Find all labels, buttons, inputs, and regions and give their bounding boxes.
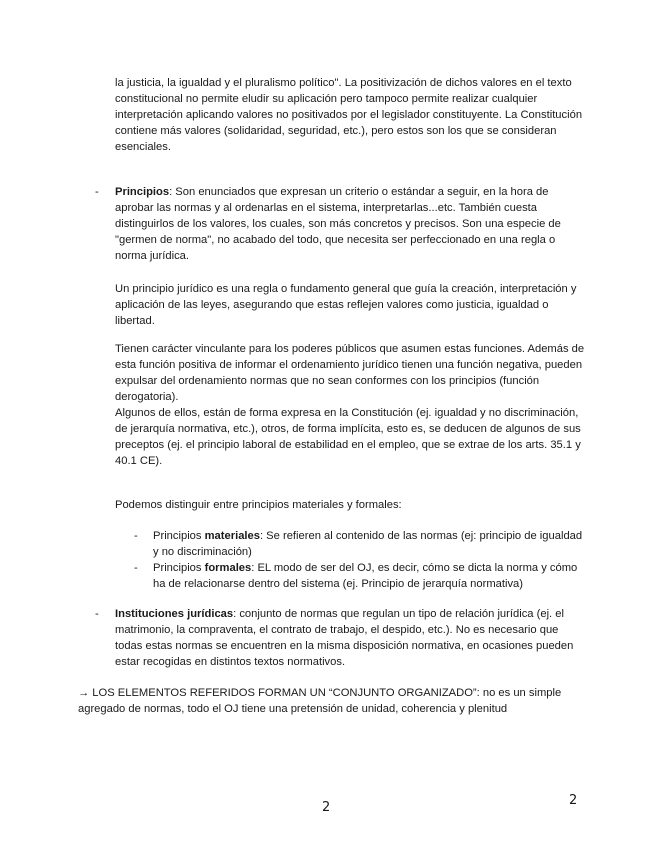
- principios-paragraph-4: Podemos distinguir entre principios materiales y formales:: [115, 499, 402, 511]
- instituciones-definition-text: : conjunto de normas que regulan un tipo de relación jurídica (ej. el matrimonio, la compraventa, el contrato de trabajo, el despido, etc.). No es necesario que todas estas normas se encuentren en la misma disposición normativa, en ocasiones pueden estar recogidas en distintos textos normativos.: [115, 608, 574, 668]
- instituciones-item: [95, 606, 585, 670]
- principios-paragraph-2: Un principio jurídico es una regla o fundamento general que guía la creación, interpretación y aplicación de las leyes, asegurando que estas reflejen valores como justicia, igualdad o libertad.: [115, 283, 577, 327]
- page-number-right: 2: [569, 793, 578, 808]
- sub-term-formales: formales: [204, 562, 252, 574]
- principios-definition: [115, 184, 585, 264]
- principios-term: Principios: [115, 186, 170, 198]
- conclusion-paragraph: → LOS ELEMENTOS REFERIDOS FORMAN UN “CONJUNTO ORGANIZADO”: no es un simple agregado de normas, todo el OJ tiene una pretensión de unidad, coherencia y plenitud: [78, 687, 562, 715]
- sub-text-formales: : EL modo de ser del OJ, es decir, cómo se dicta la norma y cómo ha de relacionarse dentro del sistema (ej. Principio de jerarquía normativa): [153, 562, 578, 590]
- sub-item-materiales: [134, 528, 589, 560]
- instituciones-definition: [115, 606, 585, 670]
- principios-paragraph-3a: Tienen carácter vinculante para los poderes públicos que asumen estas funciones. Además de esta función positiva de informar el ordenamiento jurídico tienen una función negativa, pueden expulsar del ordenamiento normas que no sean conformes con los principios (función derogatoria).: [115, 343, 585, 403]
- sub-item-formales: [134, 560, 589, 592]
- bullet-dash: -: [134, 530, 138, 542]
- sub-prefix: Principios: [153, 530, 205, 542]
- principios-item: [95, 184, 585, 264]
- principios-definition-text: : Son enunciados que expresan un criterio o estándar a seguir, en la hora de aprobar las normas y al ordenarlas en el sistema, interpretarlas...etc. También cuesta distinguirlos de los valores, los cuales, son más concretos y precisos. Son una especie de "germen de norma", no acabado del todo, que necesita ser perfeccionado en una regla o norma jurídica.: [115, 186, 561, 262]
- sub-text-materiales: : Se refieren al contenido de las normas (ej: principio de igualdad y no discriminación): [153, 530, 583, 558]
- instituciones-term: Instituciones jurídicas: [115, 608, 234, 620]
- bullet-dash: -: [95, 186, 99, 198]
- intro-paragraph: la justicia, la igualdad y el pluralismo político". La positivización de dichos valores en el texto constitucional no permite eludir su aplicación pero tampoco permite realizar cualquier interpretación aplicando valores no positivados por el legislador constituyente. La Constitución contiene más valores (solidaridad, seguridad, etc.), pero estos son los que se consideran esenciales.: [115, 77, 583, 153]
- bullet-dash: -: [95, 608, 99, 620]
- page-number-center: 2: [322, 800, 331, 815]
- sub-term-materiales: materiales: [204, 530, 260, 542]
- sub-prefix: Principios: [153, 562, 205, 574]
- principios-paragraph-3b: Algunos de ellos, están de forma expresa en la Constitución (ej. igualdad y no discriminación, de jerarquía normativa, etc.), otros, de forma implícita, esto es, se deducen de algunos de sus preceptos (ej. el principio laboral de estabilidad en el empleo, que se extrae de los arts. 35.1 y 40.1 CE).: [115, 407, 581, 467]
- bullet-dash: -: [134, 562, 138, 574]
